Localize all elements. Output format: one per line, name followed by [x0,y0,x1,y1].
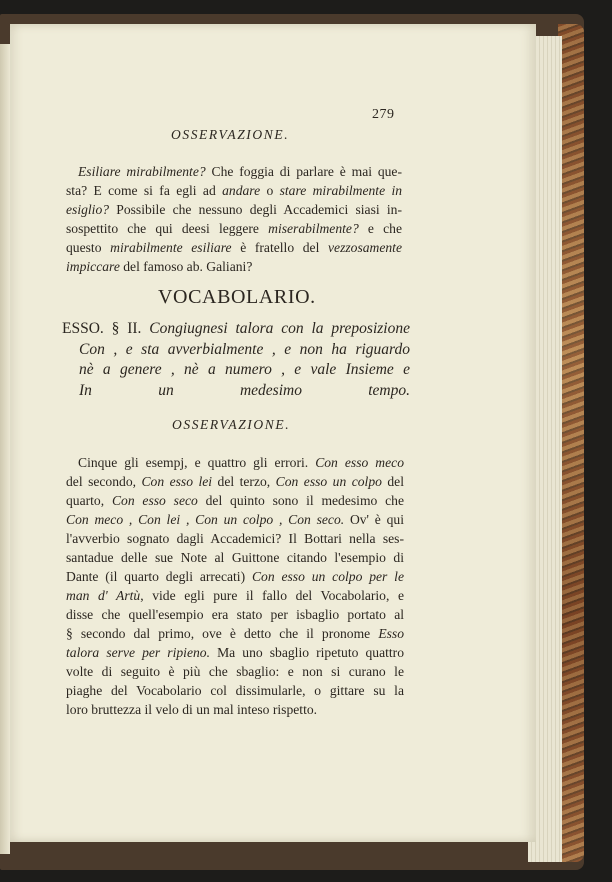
italic-text: man d' Artù [66,588,141,603]
vocabolario-title: VOCABOLARIO. [158,286,316,308]
italic-text: Con esso lei [141,474,213,489]
text-line [66,219,402,238]
text: o [260,183,280,198]
text-line [62,360,410,381]
text: quarto, [66,493,112,508]
italic-text: Con esso un colpo [275,474,382,489]
text-line [66,586,404,605]
text: Ov' è qui [344,512,404,527]
text: , vide egli pure il fallo del Vocabolario, e [140,588,405,603]
text-line [66,472,404,491]
italic-text: talora serve per ripieno. [66,645,210,660]
italic-text: e [393,361,410,378]
text-line [66,643,404,662]
italic-text: esiglio? [66,202,110,217]
text: è fratello del [231,240,328,255]
text-line [66,181,402,200]
text: disse che quell'esempio era stato per isbaglio portato al [66,607,404,622]
book-page [10,24,536,842]
text: sospettito che qui deesi leggere [66,221,269,236]
text: piaghe del Vocabolario col dissimularle, o gittare su la [66,683,404,698]
text: Ma uno sbaglio ripetuto quattro [209,645,404,660]
italic-text: Con esso seco [111,493,198,508]
italic-text: Con esso un colpo per le [251,569,404,584]
text: l'avverbio sognato dagli Accademici? Il Bottari nella ses- [66,531,404,546]
text: del famoso ab. Galiani? [119,259,253,274]
italic-text: vezzosamente [328,240,402,255]
italic-text: Esso [378,626,404,641]
dictionary-entry [62,319,410,401]
text: loro bruttezza il velo di un mal inteso rispetto. [66,702,318,717]
text: del quinto sono il medesimo che [197,493,405,508]
text: sta? E come si fa egli ad [66,183,223,198]
text-line [66,162,402,181]
text-line [66,548,404,567]
section-heading-observation-1: OSSERVAZIONE. [171,127,290,142]
italic-text: nè a genere , nè a numero , e vale [79,361,346,378]
text: del [381,474,404,489]
observation-paragraph-2 [66,453,404,719]
text: § secondo dal primo, ove è detto che il pronome [66,626,379,641]
italic-text: miserabilmente? [268,221,359,236]
text-line [66,491,404,510]
text-line [66,567,404,586]
italic-text: Con , e sta avverbialmente , e non ha riguardo [79,340,410,358]
italic-text: mirabilmente esiliare [110,240,232,255]
text-line [66,681,404,700]
italic-text: Insieme [345,361,394,378]
text: Che foggia di parlare è mai que- [205,164,402,179]
text: del secondo, [66,474,142,489]
text: ESSO. § II. [62,320,150,337]
text-line [66,453,404,472]
text-line [62,340,410,361]
italic-text: stare mirabilmente in [279,183,403,198]
italic-text: Esiliare mirabilmente? [78,164,206,179]
italic-text: impiccare [66,259,120,274]
text: santadue delle sue Note al Guittone citando l'esempio di [66,550,404,565]
text: volte di seguito è più che sbaglio: e non si curano le [66,664,404,679]
page-number: 279 [372,107,395,122]
italic-text: andare [222,183,261,198]
text-line [66,605,404,624]
italic-text: Con esso meco [315,455,404,470]
text: Possibile che nessuno degli Accademici siasi in- [109,202,402,217]
text-line [66,624,404,643]
italic-text: Con meco , Con lei , Con un colpo , Con seco. [66,512,345,527]
text-line [66,510,404,529]
section-heading-observation-2: OSSERVAZIONE. [172,417,291,432]
observation-paragraph-1 [66,162,402,276]
italic-text: In un medesimo tempo. [79,381,410,399]
text-line [62,319,410,340]
text-line [66,662,404,681]
text-line [66,700,404,719]
text: e che [358,221,402,236]
text: questo [66,240,111,255]
text-line [66,200,402,219]
gutter-edge [0,44,10,854]
italic-text: Congiugnesi talora con la preposizione [149,320,410,337]
text: del terzo, [212,474,276,489]
text: Dante (il quarto degli arrecati) [66,569,252,584]
text-line [62,381,410,402]
text-line [66,238,402,257]
text-line [66,257,402,276]
text: Cinque gli esempj, e quattro gli errori. [78,455,316,470]
text-line [66,529,404,548]
